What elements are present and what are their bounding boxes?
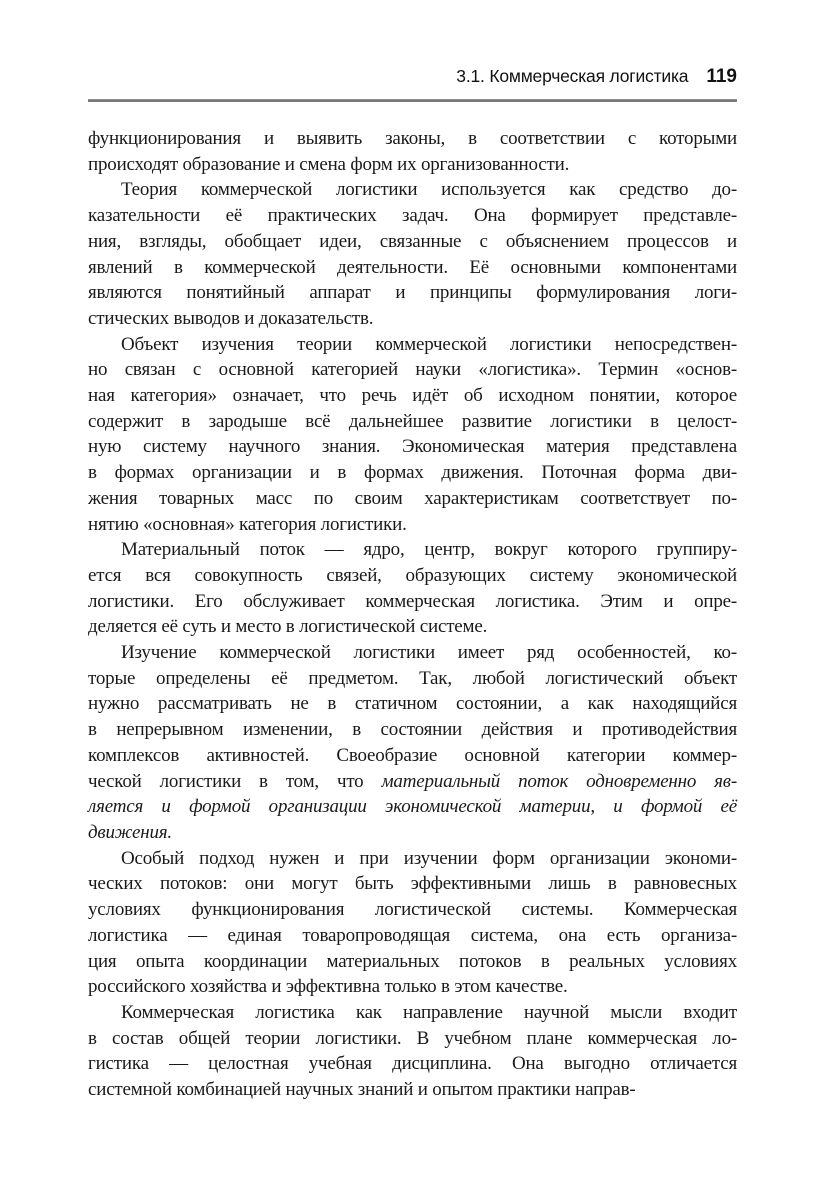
text-line: являются понятийный аппарат и принципы формулирования логи- bbox=[88, 282, 737, 304]
text-line: ную систему научного знания. Экономическая материя представлена bbox=[88, 436, 737, 458]
text-line: условиях функционирования логистической системы. Коммерческая bbox=[88, 899, 737, 921]
running-header bbox=[88, 66, 737, 88]
text-line: происходят образование и смена форм их организованности. bbox=[88, 153, 570, 175]
text-line: нятию «основная» категория логистики. bbox=[88, 513, 407, 535]
text-line: логистики. Его обслуживает коммерческая логистика. Этим и опре- bbox=[88, 590, 737, 612]
paragraph bbox=[88, 332, 737, 538]
text-line: ция опыта координации материальных потоков в реальных условиях bbox=[88, 950, 737, 972]
text-line: Объект изучения теории коммерческой логистики непосредствен- bbox=[121, 333, 737, 355]
text-line: нужно рассматривать не в статичном состоянии, а как находящийся bbox=[88, 693, 737, 715]
running-header-title: 3.1. Коммерческая логистика bbox=[456, 66, 689, 86]
paragraph bbox=[88, 537, 737, 640]
text-line: Материальный поток — ядро, центр, вокруг которого группиру- bbox=[121, 539, 737, 561]
text-line: в состав общей теории логистики. В учебном плане коммерческая ло- bbox=[88, 1027, 737, 1049]
text-line: деляется её суть и место в логистической системе. bbox=[88, 616, 488, 638]
header-rule bbox=[88, 99, 737, 102]
text-line: торые определены её предметом. Так, любой логистический объект bbox=[88, 667, 737, 689]
text-line: стических выводов и доказательств. bbox=[88, 307, 374, 329]
text-line: казательности её практических задач. Она формирует представле- bbox=[88, 205, 737, 227]
paragraph bbox=[88, 177, 737, 331]
text-line: Особый подход нужен и при изучении форм организации экономи- bbox=[121, 847, 737, 869]
paragraph bbox=[88, 846, 737, 1000]
text-line: ная категория» означает, что речь идёт об исходном понятии, которое bbox=[88, 385, 737, 407]
text-line: в формах организации и в формах движения. Поточная форма дви- bbox=[88, 462, 737, 484]
text-line: Изучение коммерческой логистики имеет ряд особенностей, ко- bbox=[121, 642, 737, 664]
text-line: гистика — целостная учебная дисциплина. Она выгодно отличается bbox=[88, 1053, 737, 1075]
text-line: Теория коммерческой логистики используется как средство до- bbox=[121, 179, 737, 201]
text-line: Коммерческая логистика как направление научной мысли входит bbox=[121, 1001, 737, 1023]
text-line: ется вся совокупность связей, образующих систему экономической bbox=[88, 564, 737, 586]
text-line: жения товарных масс по своим характеристикам соответствует по- bbox=[88, 487, 737, 509]
text-line: логистика — единая товаропроводящая система, она есть организа- bbox=[88, 924, 737, 946]
text-line: ляется и формой организации экономической материи, и формой её bbox=[88, 796, 737, 818]
page-number: 119 bbox=[706, 66, 737, 87]
text-line: явлений в коммерческой деятельности. Её основными компонентами bbox=[88, 256, 737, 278]
paragraph bbox=[88, 1000, 737, 1103]
text-line: но связан с основной категорией науки «логистика». Термин «основ- bbox=[88, 359, 737, 381]
text-line: российского хозяйства и эффективна только в этом качестве. bbox=[88, 976, 568, 998]
text-line: ния, взгляды, обобщает идеи, связанные с объяснением процессов и bbox=[88, 230, 737, 252]
body-text bbox=[88, 126, 737, 1103]
text-line: в непрерывном изменении, в состоянии действия и противодействия bbox=[88, 719, 737, 741]
paragraph bbox=[88, 640, 737, 846]
text-line: ческой логистики в том, что материальный поток одновременно яв- bbox=[88, 770, 737, 792]
text-line: движения. bbox=[88, 821, 172, 843]
text-line: системной комбинацией научных знаний и опытом практики направ- bbox=[88, 1079, 636, 1101]
paragraph bbox=[88, 126, 737, 177]
text-line: функционирования и выявить законы, в соответствии с которыми bbox=[88, 128, 737, 149]
text-line: комплексов активностей. Своеобразие основной категории коммер- bbox=[88, 744, 737, 766]
text-line: содержит в зародыше всё дальнейшее развитие логистики в целост- bbox=[88, 410, 737, 432]
text-line: ческих потоков: они могут быть эффективными лишь в равновесных bbox=[88, 873, 737, 895]
